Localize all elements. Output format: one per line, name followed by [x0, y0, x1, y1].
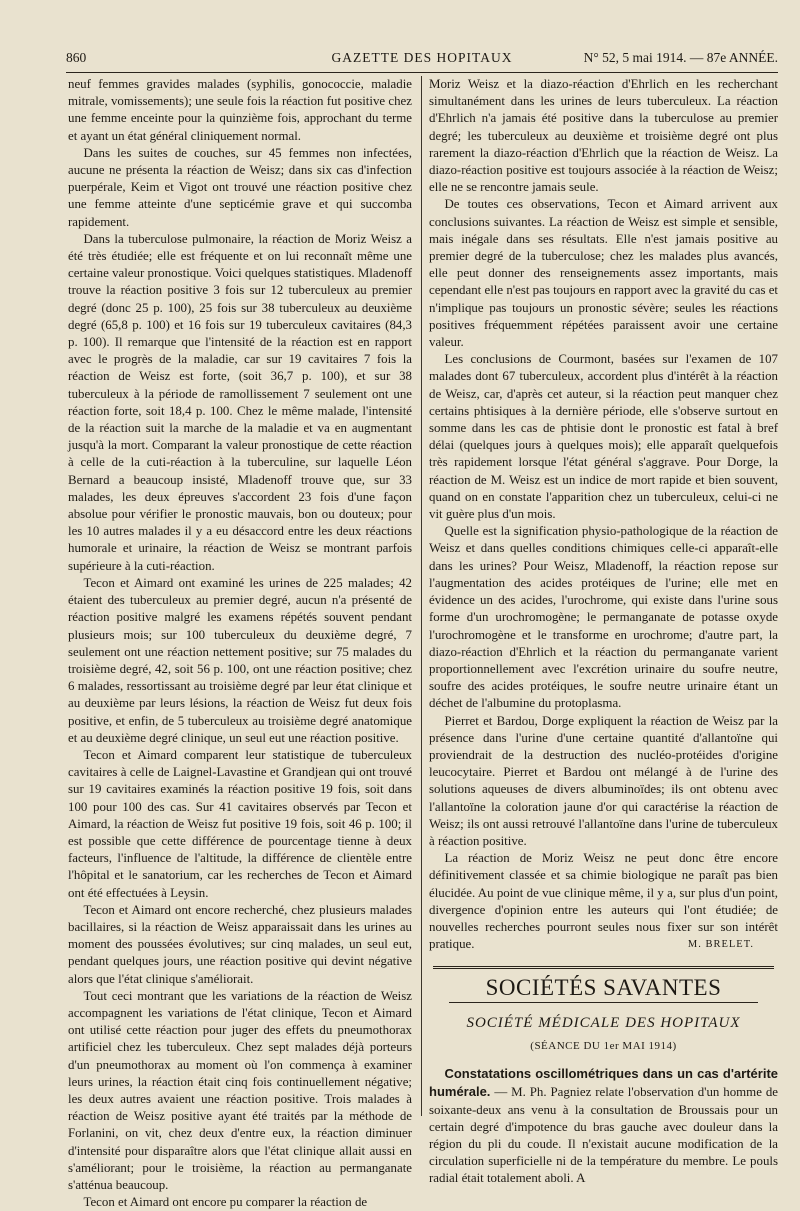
paragraph: Moriz Weisz et la diazo-réaction d'Ehrlich en les recherchant simultanément dans les urines de leurs tuberculeux. La réaction d'Ehrlich n'a jamais été positive dans la tuberculose au premier degré; les tuberculeux au deuxième et troisième degré ont plus rarement la diazo-réaction d'Ehrlich que la réaction de Weisz. La diazo-réaction positive est toujours associée à la réaction de Weisz; elle ne se rencontre jamais seule.: [429, 77, 778, 195]
left-column: [68, 76, 412, 1210]
section-rule: [433, 966, 774, 969]
paragraph: Dans la tuberculose pulmonaire, la réaction de Moriz Weisz a été très étudiée; elle est fréquente et on lui reconnaît même une certaine valeur pronostique. Voici quelques statistiques. Mladenoff trouve la réaction positive 3 fois sur 12 tuberculeux au premier degré (donc 25 p. 100), 25 fois sur 38 tuberculeux au deuxième degré (65,8 p. 100) et 16 fois sur 19 tuberculeux cavitaires (84,3 p. 100). Il remarque que l'intensité de la réaction est en rapport avec le progrès de la maladie, car sur 19 cavitaires 7 fois la réaction de Weisz est forte, (soit 36,7 p. 100), et sur 38 tuberculeux à la période de ramollissement 7 seulement ont une réaction forte, soit 18,4 p. 100. Chez le même malade, l'intensité de la réaction suit la marche de la maladie et va en augmentant jusqu'à la mort. Comparant la valeur pronostique de cette réaction à celle de la cuti-réaction à la tuberculine, sur laquelle Léon Bernard a beaucoup insisté, Mladenoff trouve que, sur 33 malades, les deux épreuves s'accordent 23 fois d'une façon absolue pour vérifier le pronostic mauvais, bon ou douteux; pour les 10 autres malades il y a eu désaccord entre les deux réactions humorale et urinaire, la réaction de Weisz se montrant parfois supérieure à la cuti-réaction.: [68, 231, 412, 573]
paragraph: Quelle est la signification physio-pathologique de la réaction de Weisz et dans quelles conditions chimiques celle-ci apparaît-elle dans les urines? Pour Weisz, Mladenoff, la réaction repose sur l'augmentation des acides protéiques de l'urine; elle met en évidence un des acides, l'urochrome, qui existe dans l'urine sous forme d'un urochromogène; le permanganate de potasse oxyde l'urochromogène et le transforme en urochrome; d'autre part, la diazo-réaction d'Ehrlich et la réaction du permanganate varient proportionnellement avec l'excrétion urinaire du soufre neutre, soufre des acides protéiques, le soufre neutre urinaire étant un déchet de l'albumine du protoplasma.: [429, 524, 778, 711]
section-title-rule: [449, 1002, 758, 1003]
paragraph: De toutes ces observations, Tecon et Aimard arrivent aux conclusions suivantes. La réaction de Weisz est simple et sensible, mais inégale dans ses résultats. Elle n'est jamais positive au premier degré de la tuberculose; chez les malades plus avancés, elle peut donner des renseignements assez importants, mais cependant elle n'est pas toujours en rapport avec la gravité du cas et n'implique pas toujours un pronostic sévère; seules les réactions positives fréquemment répétées paraissent avoir une certaine valeur.: [429, 197, 778, 350]
column-divider: [421, 76, 422, 1116]
paragraph: Tecon et Aimard ont examiné les urines de 225 malades; 42 étaient des tuberculeux au premier degré, aucun n'a présenté de réaction positive malgré les examens répétés souvent pendant plusieurs mois; sur 100 tuberculeux du deuxième degré, 7 seulement ont une réaction nettement positive; sur 75 malades du troisième degré, 42, soit 56 p. 100, ont une réaction positive; chez 6 malades, ressortissant au troisième degré par leur état clinique et au deuxième par leurs lésions, la réaction de Weisz fut deux fois positive, et enfin, de 5 tuberculeux au troisième degré anatomique et au deuxième degré clinique, un seul eut une réaction positive.: [68, 575, 412, 745]
running-header: [66, 46, 778, 68]
journal-title: GAZETTE DES HOPITAUX: [331, 50, 513, 65]
lead-heading: Constatations oscillométriques dans un cas d'artérite humérale.: [429, 1066, 778, 1100]
paragraph: Tecon et Aimard ont encore pu comparer la réaction de: [83, 1195, 368, 1210]
paragraph: Les conclusions de Courmont, basées sur l'examen de 107 malades dont 67 tuberculeux, accordent plus d'intérêt à la réaction de Weisz, car, d'après cet auteur, si la réaction peut manquer chez certains phtisiques à la dernière période, elle s'observe surtout en somme dans les cas de phtisie dont le pronostic est fatal à bref délai (quelques jours à quelques mois); elle apparaît quelquefois très rapidement lorsque l'état général s'aggrave. Pour Dorge, la réaction de M. Weisz est un indice de mort rapide et bien souvent, quand on en constate l'apparition chez un tuberculeux, celui-ci ne vit guère plus d'un mois.: [429, 352, 778, 522]
paragraph: La réaction de Moriz Weisz ne peut donc être encore définitivement classée et sa chimie biologique ne paraît pas bien élucidée. Au point de vue clinique même, il y a, sur plus d'un point, divergence d'opinion entre les auteurs qui l'ont étudiée; de nouvelles recherches pourront seules nous fixer sur son intérêt pratique.: [429, 851, 778, 952]
paragraph: Tecon et Aimard ont encore recherché, chez plusieurs malades bacillaires, si la réaction de Weisz apparaissait dans les urines au moment des poussées évolutives; sur cinq malades, un seul eut, pendant quelques jours, une réaction positive qui devint négative alors que l'état clinique s'améliorait.: [68, 902, 412, 986]
paragraph: Tecon et Aimard comparent leur statistique de tuberculeux cavitaires à celle de Laignel-Lavastine et Grandjean qui ont trouvé sur 19 cavitaires examinés la réaction positive 19 fois, soit dans 100 pour 100 des cas. Sur 41 cavitaires observés par Tecon et Aimard, la réaction de Weisz fut positive 19 fois, soit 46 p. 100; il est possible que cette différence de pourcentage tienne à deux facteurs, l'influence de l'altitude, la différence de clientèle entre l'hôpital et le sanatorium, car les recherches de Tecon et Aimard ont été effectuées à Leysin.: [68, 747, 412, 900]
author-signature: M. BRELET.: [687, 939, 754, 951]
paragraph: neuf femmes gravides malades (syphilis, gonococcie, maladie mitrale, vomissements); une seule fois la réaction fut positive chez une femme enceinte pour la quinzième fois, approchant du terme et ayant un état général cliniquement normal.: [68, 77, 412, 143]
right-column: [429, 76, 778, 1186]
paragraph: Tout ceci montrant que les variations de la réaction de Weisz accompagnent les variations de l'état clinique, Tecon et Aimard ont utilisé cette réaction pour juger des effets du pneumothorax artificiel chez les tuberculeux. Chez sept malades déjà porteurs d'un pneumothorax au moment où l'on commença à examiner leurs urines, la réaction était cinq fois continuellement négative; les deux autres avaient une réaction positive. Trois malades à réaction de Weisz positive ayant été traités par la méthode de Forlanini, on vit, chez deux d'entre eux, la réaction diminuer d'intensité pour disparaître alors que l'état clinique allait aussi en s'améliorant; pour le troisième, la réaction au permanganate s'atténua beaucoup.: [68, 988, 412, 1192]
session-date: (SÉANCE DU 1er MAI 1914): [530, 1039, 677, 1052]
paragraph: Dans les suites de couches, sur 45 femmes non infectées, aucune ne présenta la réaction de Weisz; dans six cas d'infection puerpérale, Keim et Vigot ont trouvé une réaction positive chez une femme atteinte d'une septicémie grave et qui succomba rapidement.: [68, 145, 412, 229]
lead-paragraph: [429, 1065, 778, 1187]
lead-text: — M. Ph. Pagniez relate l'observation d'un homme de soixante-deux ans venu à la consultation de Broussais pour un certain degré d'impotence du bras gauche avec douleur dans la région du pli du coude. Il n'existait aucune modification de la circulation superficielle ni de la température du membre. Le pouls radial était totalement aboli. A: [429, 1085, 778, 1186]
header-rule: [66, 72, 778, 73]
section-title: SOCIÉTÉS SAVANTES: [485, 974, 722, 1000]
issue-info: N° 52, 5 mai 1914. — 87e ANNÉE.: [583, 50, 778, 65]
paragraph: Pierret et Bardou, Dorge expliquent la réaction de Weisz par la présence dans l'urine d'une certaine quantité d'allantoïne qui proviendrait de la destruction des nucléo-protéides d'origine leucocytaire. Pierret et Bardou ont mélangé à de l'urine des solutions aqueuses de divers albuminoïdes; ils ont obtenu avec l'allantoïne la coloration jaune d'or qui caractérise la réaction de Weisz; ils ont aussi retrouvé l'allantoïne dans l'urine de tuberculeux à réaction positive.: [429, 713, 778, 848]
society-title: SOCIÉTÉ MÉDICALE DES HOPITAUX: [466, 1014, 741, 1031]
page-number: 860: [66, 50, 87, 65]
